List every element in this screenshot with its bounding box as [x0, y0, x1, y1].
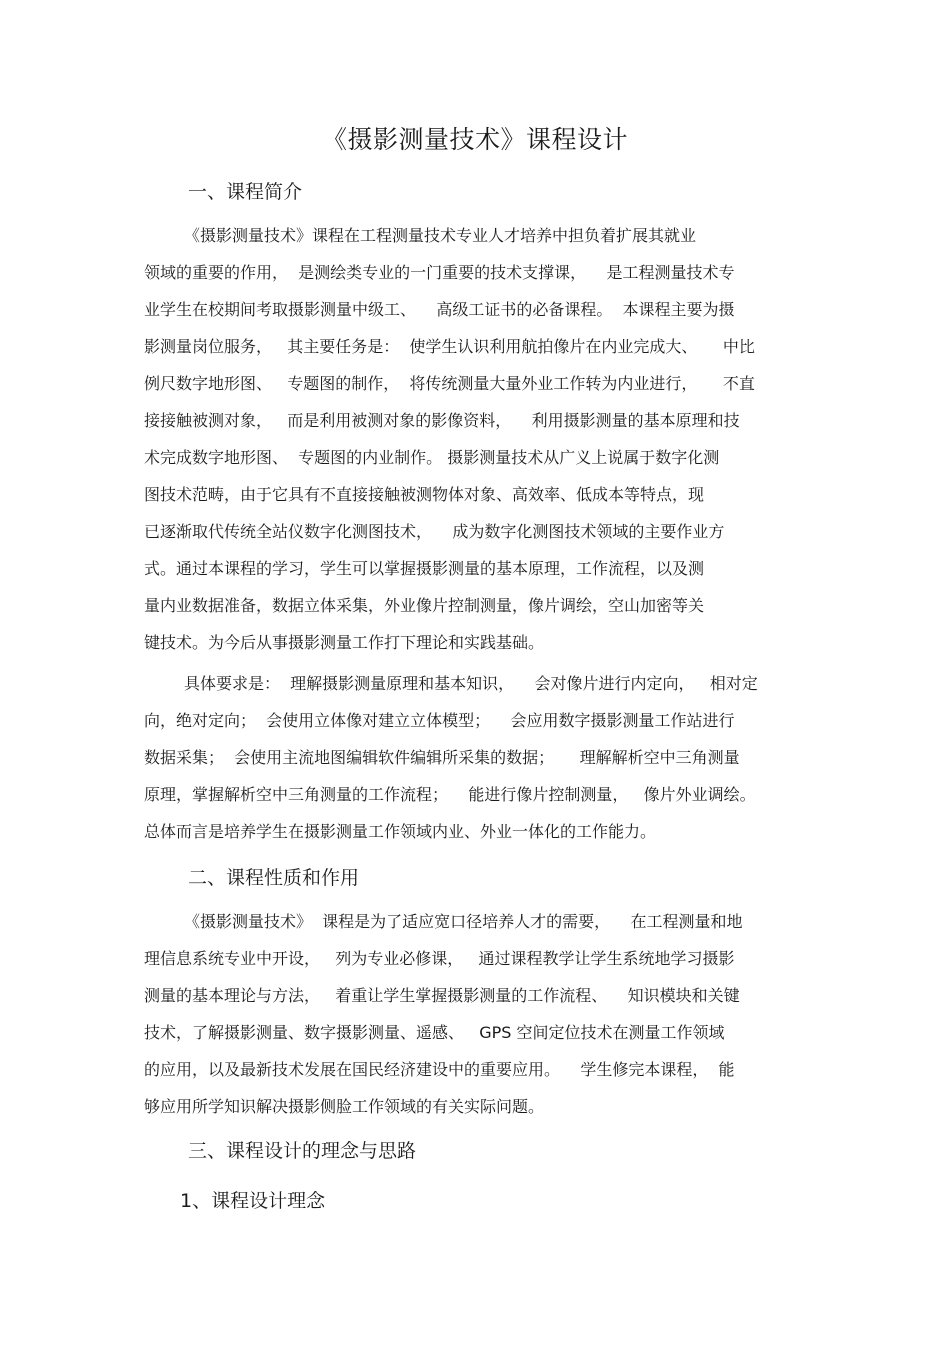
subsection-heading-philosophy: 1、课程设计理念 — [180, 1190, 326, 1212]
text-line: 《摄影测量技术》课程在工程测量技术专业人才培养中担负着扩展其就业 — [184, 226, 697, 245]
text-line: 原理，掌握解析空中三角测量的工作流程； 能进行像片控制测量， 像片外业调绘。 — [144, 785, 756, 804]
text-line: 接接触被测对象， 而是利用被测对象的影像资料， 利用摄影测量的基本原理和技 — [144, 411, 740, 430]
text-line: 键技术。为今后从事摄影测量工作打下理论和实践基础。 — [144, 633, 545, 652]
text-line: 技术，了解摄影测量、数字摄影测量、遥感、 GPS 空间定位技术在测量工作领域 — [144, 1023, 725, 1042]
text-line: 测量的基本理论与方法， 着重让学生掌握摄影测量的工作流程、 知识模块和关键 — [144, 986, 740, 1005]
section-heading-design: 三、课程设计的理念与思路 — [188, 1140, 417, 1162]
text-line: 理信息系统专业中开设， 列为专业必修课， 通过课程教学让学生系统地学习摄影 — [144, 949, 735, 968]
text-line: 总体而言是培养学生在摄影测量工作领域内业、外业一体化的工作能力。 — [144, 822, 657, 841]
text-line: 向，绝对定向； 会使用立体像对建立立体模型； 会应用数字摄影测量工作站进行 — [144, 711, 735, 730]
text-line: 影测量岗位服务， 其主要任务是： 使学生认识利用航拍像片在内业完成大、 中比 — [144, 337, 755, 356]
text-line: 式。通过本课程的学习，学生可以掌握摄影测量的基本原理，工作流程，以及测 — [144, 559, 705, 578]
text-line: 的应用，以及最新技术发展在国民经济建设中的重要应用。 学生修完本课程， 能 — [144, 1060, 735, 1079]
text-line: 已逐渐取代传统全站仪数字化测图技术， 成为数字化测图技术领域的主要作业方 — [144, 522, 725, 541]
text-line: 术完成数字地形图、 专题图的内业制作。 摄影测量技术从广义上说属于数字化测 — [144, 448, 720, 467]
text-line: 够应用所学知识解决摄影侧脸工作领域的有关实际问题。 — [144, 1097, 545, 1116]
document-title: 《摄影测量技术》课程设计 — [321, 125, 628, 154]
section-heading-nature: 二、课程性质和作用 — [188, 867, 360, 889]
text-line: 例尺数字地形图、 专题图的制作， 将传统测量大量外业工作转为内业进行， 不直 — [144, 374, 755, 393]
section-heading-intro: 一、课程简介 — [188, 181, 303, 203]
text-line: 数据采集； 会使用主流地图编辑软件编辑所采集的数据； 理解解析空中三角测量 — [144, 748, 740, 767]
text-line: 具体要求是： 理解摄影测量原理和基本知识， 会对像片进行内定向， 相对定 — [184, 674, 758, 693]
text-line: 领域的重要的作用， 是测绘类专业的一门重要的技术支撑课， 是工程测量技术专 — [144, 263, 735, 282]
text-line: 图技术范畴，由于它具有不直接接触被测物体对象、高效率、低成本等特点，现 — [144, 485, 705, 504]
text-line: 量内业数据准备，数据立体采集，外业像片控制测量，像片调绘，空山加密等关 — [144, 596, 705, 615]
text-line: 《摄影测量技术》 课程是为了适应宽口径培养人才的需要， 在工程测量和地 — [184, 912, 743, 931]
text-line: 业学生在校期间考取摄影测量中级工、 高级工证书的必备课程。 本课程主要为摄 — [144, 300, 735, 319]
